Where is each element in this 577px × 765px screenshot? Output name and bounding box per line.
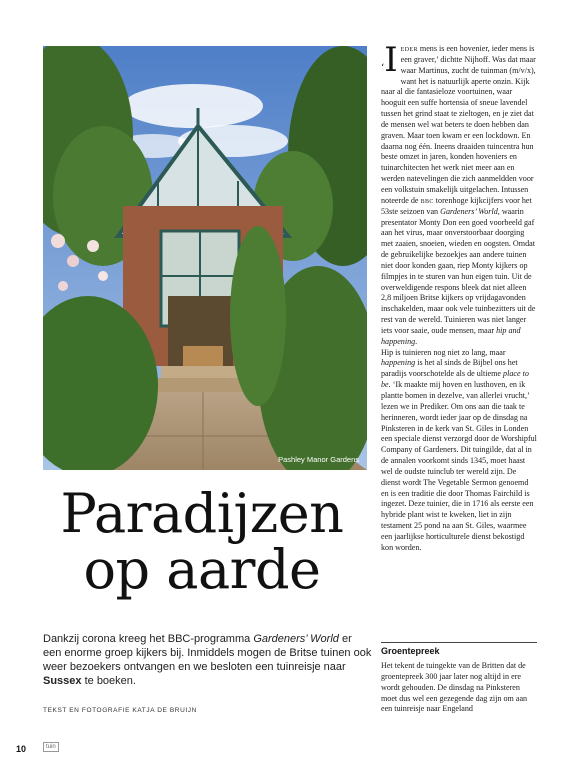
intro-text-1: Dankzij corona kreeg het BBC-programma (43, 633, 254, 645)
article-paragraph-2 (381, 348, 537, 554)
intro-place: Sussex (43, 675, 82, 687)
hero-photo (43, 46, 367, 470)
paragraph-2a: Hip is tuinieren nog niet zo lang, maar (381, 347, 506, 357)
article-headline (32, 482, 372, 601)
paragraph-1b: torenhoge kijkcijfers voor het 53ste seizoen van (381, 195, 532, 216)
open-quote: ‘ (381, 63, 385, 74)
page-number: 10 (16, 744, 27, 754)
magazine-logo: tuin (43, 742, 59, 752)
article-intro (43, 632, 373, 688)
show-title: Gardeners’ World (440, 206, 498, 216)
greenhouse-photo-illustration (43, 46, 367, 470)
drop-cap-letter: I (384, 40, 398, 80)
paragraph-2c: . ‘Ik maakte mij hoven en lusthoven, en ik plantte bomen in dezelve, van allerlei vrucht,’ lezen we in Prediker. Om ons aan die taak te herinneren, wordt ieder jaar op de dinsdag na Pinksteren in de kerk van St. Giles in Londen een speciale dienst verzorgd door de Worshipful Company of Gardeners. Dit tuingilde, dat al in de annalen voorkomt sinds 1345, moet haast wel de oudste tuinclub ter wereld zijn. De dienst wordt The Vegetable Sermon genoemd en is een traditie die door Thomas Fairchild is ingezet. Deze tuinier, die in 1716 als eerste een hybride plant wist te kweken, liet in zijn testament 25 pond na aan St. Giles, waarmee een jaarlijkse horticulturele dienst bekostigd kon worden. (381, 380, 537, 552)
section-divider (381, 642, 537, 643)
intro-text-3: te boeken. (81, 675, 136, 687)
article-body-column (381, 40, 537, 554)
happening-word: happening (381, 358, 416, 368)
hip-phrase: hip and happening (381, 325, 521, 346)
lead-smallcaps: eder (400, 44, 418, 53)
headline-line-2: op aarde (83, 538, 321, 601)
headline-line-1: Paradijzen (60, 482, 344, 545)
byline: TEKST EN FOTOGRAFIE KATJA DE BRUIJN (43, 707, 197, 714)
place-to-be-phrase: place to be (381, 369, 529, 390)
article-paragraph-1 (381, 40, 537, 348)
drop-cap (381, 40, 398, 83)
photo-credit: Pashley Manor Gardens (278, 455, 359, 464)
intro-show-title: Gardeners’ World (253, 633, 339, 645)
paragraph-2b: is het al sinds de Bijbel ons het paradijs voorschotelde als de ultieme (381, 358, 518, 379)
intro-text-2: er een enorme groep kijkers bij. Inmiddels mogen de Britse tuinen ook weer bezoekers ontvangen en we besloten een tuinreisje naar (43, 633, 372, 673)
bbc-smallcaps: bbc (420, 195, 434, 205)
section-subhead: Groentepreek (381, 646, 440, 656)
paragraph-1a: mens is een hovenier, ieder mens is een graver,’ dichtte Nijhoff. Was dat maar waar Martinus, zucht de tuinman (m/v/x), want het is natuurlijk aperte onzin. Kijk naar al die fantasieloze voortuinen, waar hooguit een suffe hortensia of sneue lavendel tussen het grind staat te zieltogen, en je ziet dat de mensen wel wat beters te doen hebben dan graven. Maar toen kwam er een lockdown. En daarna nog één. Ineens draaiden tuincentra hun beste omzet in jaren, konden hoveniers en tuinarchitecten het werk niet meer aan en werden natevelingen die zich aanmeldden voor een volkstuin smakelijk uitgelachen. Intussen noteerde de (381, 44, 536, 205)
article-paragraph-3: Het tekent de tuingekte van de Britten dat de groentepreek 300 jaar later nog altijd in ere wordt gehouden. De dinsdag na Pinksteren moet dus wel een gezegende dag zijn om aan een tuinreisje naar Engeland (381, 661, 528, 714)
paragraph-1c: , waarin presentator Monty Don een goed voorbeeld gaf aan het virus, maar onverstoorbaar doorging met zaaien, snoeien, wieden en oogsten. Omdat de gebruikelijke bezoekjes aan andere tuinen niet door konden gaan, riep Monty kijkers op filmpjes in te sturen van hun eigen tuin. Uit de overweldigende respons bleek dat niet alleen 2,8 miljoen Britse kijkers op vrijdagavonden inschakelden, maar ook vele tuinbezitters uit de rest van de wereld. Tuinieren was niet langer iets voor saaie, oude mensen, maar (381, 206, 536, 335)
paragraph-1d: . (415, 336, 418, 346)
